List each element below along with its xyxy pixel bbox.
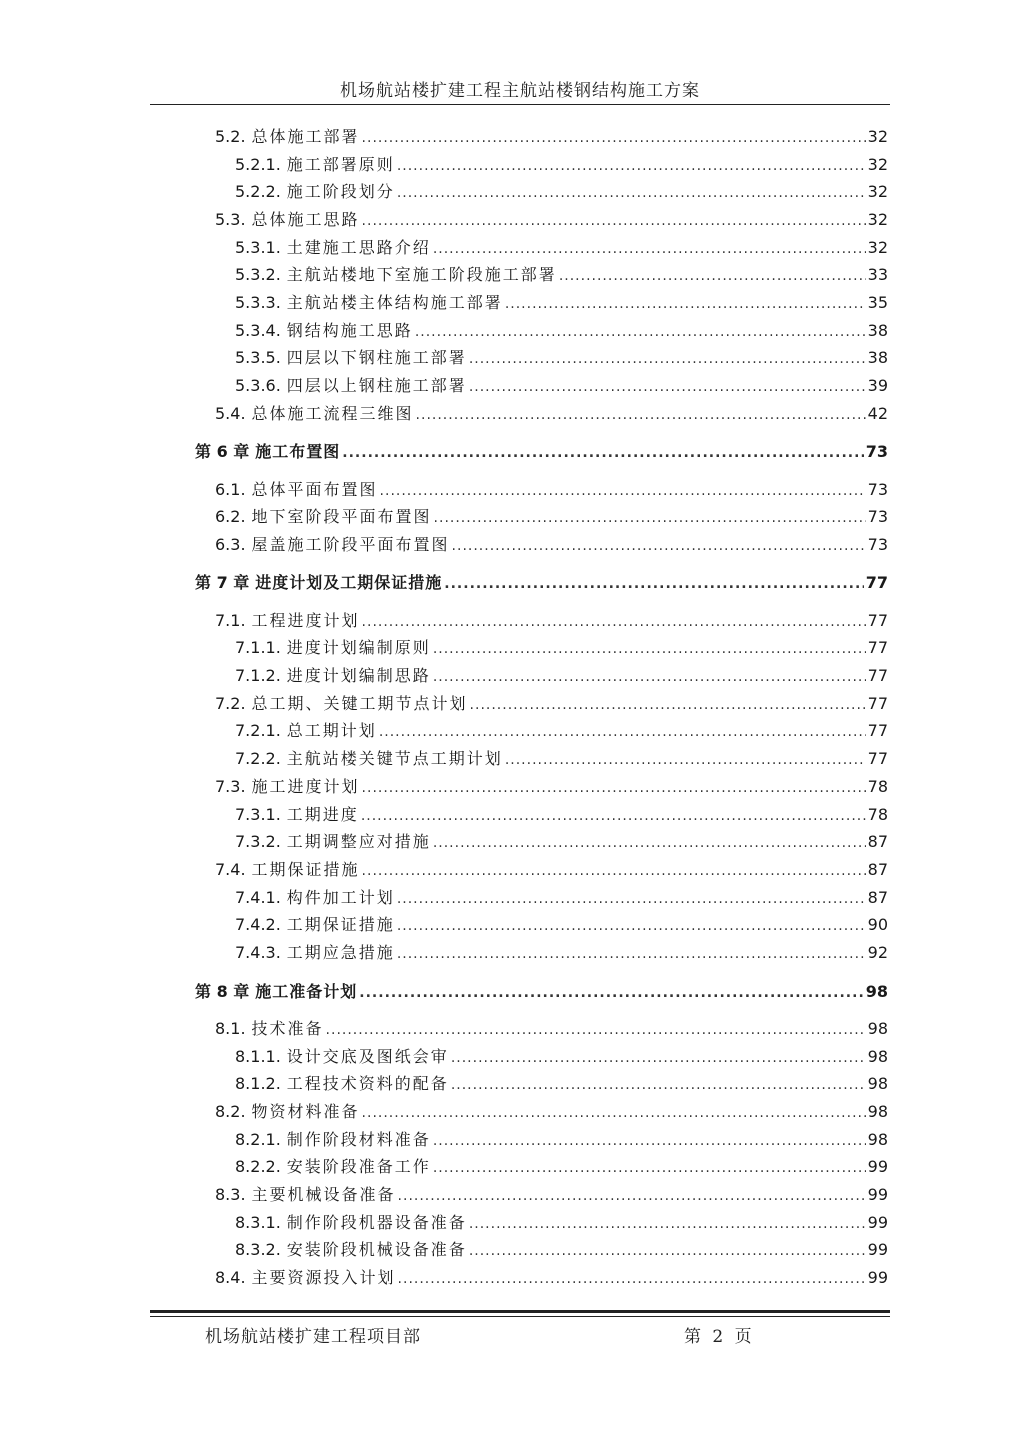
toc-entry-number: 6.2.: [215, 507, 246, 526]
toc-leader-dots: [361, 808, 866, 824]
toc-entry-label: [235, 718, 377, 741]
header-rule: [150, 104, 890, 105]
toc-entry-title: 工期应急措施: [286, 943, 395, 962]
toc-entry-level-3[interactable]: [235, 1154, 888, 1178]
toc-entry-label: [235, 1044, 449, 1067]
toc-entry-label: [215, 477, 378, 500]
toc-entry-level-2[interactable]: [215, 1265, 888, 1289]
toc-entry-title: 工期保证措施: [286, 915, 395, 934]
toc-entry-number: 8.1.2.: [235, 1074, 281, 1093]
toc-entry-title: 主要机械设备准备: [251, 1185, 396, 1204]
toc-leader-dots: [469, 351, 866, 367]
toc-leader-dots: [362, 780, 866, 796]
toc-entry-page: 77: [867, 721, 888, 740]
toc-entry-number: 7.2.: [215, 694, 246, 713]
toc-entry-level-3[interactable]: [235, 235, 888, 259]
toc-entry-label: [215, 1182, 396, 1205]
toc-entry-level-2[interactable]: [215, 401, 888, 425]
toc-entry-level-3[interactable]: [235, 262, 888, 286]
toc-leader-dots: [444, 576, 863, 592]
footer-rule-thin: [150, 1316, 890, 1317]
toc-entry-number: 5.2.: [215, 127, 246, 146]
toc-entry-label: [215, 691, 468, 714]
footer-page-number: 第 2 页: [684, 1327, 752, 1347]
toc-entry-title: 总体施工流程三维图: [251, 404, 414, 423]
toc-entry-title: 屋盖施工阶段平面布置图: [251, 535, 450, 554]
toc-entry-page: 87: [867, 860, 888, 879]
toc-entry-page: 77: [867, 666, 888, 685]
toc-leader-dots: [362, 213, 866, 229]
toc-entry-level-2[interactable]: [215, 857, 888, 881]
toc-entry-page: 90: [867, 915, 888, 934]
toc-entry-number: 5.2.1.: [235, 155, 281, 174]
toc-entry-number: 7.1.: [215, 611, 246, 630]
toc-entry-title: 四层以下钢柱施工部署: [286, 348, 467, 367]
toc-leader-dots: [469, 1216, 866, 1232]
footer-organization: 机场航站楼扩建工程项目部: [205, 1327, 421, 1347]
toc-entry-title: 工期保证措施: [251, 860, 360, 879]
toc-entry-number: 6.3.: [215, 535, 246, 554]
toc-entry-title: 总体平面布置图: [251, 480, 378, 499]
toc-entry-level-3[interactable]: [235, 746, 888, 770]
toc-entry-title: 工程技术资料的配备: [286, 1074, 449, 1093]
toc-entry-page: 98: [867, 1074, 888, 1093]
toc-entry-label: [215, 608, 360, 631]
toc-entry-number: 7.4.2.: [235, 915, 281, 934]
toc-entry-title: 制作阶段材料准备: [286, 1130, 431, 1149]
toc-entry-label: [235, 802, 359, 825]
toc-entry-label: [235, 179, 395, 202]
toc-entry-title: 进度计划编制原则: [286, 638, 431, 657]
toc-entry-page: 99: [867, 1185, 888, 1204]
toc-entry-label: [235, 1127, 431, 1150]
toc-leader-dots: [359, 985, 863, 1001]
toc-entry-label: [235, 262, 557, 285]
toc-entry-number: 5.4.: [215, 404, 246, 423]
toc-entry-title: 安装阶段机械设备准备: [286, 1240, 467, 1259]
toc-entry-number: 5.3.6.: [235, 376, 281, 395]
toc-entry-level-3[interactable]: [235, 318, 888, 342]
toc-leader-dots: [505, 752, 866, 768]
toc-entry-title: 构件加工计划: [286, 888, 395, 907]
toc-entry-page: 98: [865, 982, 888, 1001]
toc-entry-level-1[interactable]: [195, 439, 888, 463]
toc-entry-label: [235, 746, 503, 769]
toc-entry-label: [215, 1265, 396, 1288]
toc-entry-level-3[interactable]: [235, 1044, 888, 1068]
toc-entry-page: 99: [867, 1268, 888, 1287]
toc-entry-label: [235, 635, 431, 658]
toc-entry-level-2[interactable]: [215, 532, 888, 556]
toc-entry-title: 总体施工部署: [251, 127, 360, 146]
toc-entry-label: [195, 979, 357, 1002]
toc-entry-page: 98: [867, 1047, 888, 1066]
toc-entry-number: 第 7 章: [195, 573, 250, 592]
toc-entry-title: 主航站楼地下室施工阶段施工部署: [286, 265, 557, 284]
toc-entry-number: 8.3.1.: [235, 1213, 281, 1232]
toc-entry-label: [235, 290, 503, 313]
toc-entry-page: 73: [867, 507, 888, 526]
toc-entry-number: 7.3.2.: [235, 832, 281, 851]
toc-entry-title: 进度计划编制思路: [286, 666, 431, 685]
toc-entry-number: 5.3.1.: [235, 238, 281, 257]
toc-entry-title: 施工阶段划分: [286, 182, 395, 201]
toc-entry-number: 7.2.2.: [235, 749, 281, 768]
toc-entry-page: 99: [867, 1240, 888, 1259]
toc-entry-title: 钢结构施工思路: [286, 321, 413, 340]
toc-entry-label: [235, 912, 395, 935]
toc-entry-level-1[interactable]: [195, 570, 888, 594]
toc-entry-level-2[interactable]: [215, 691, 888, 715]
toc-leader-dots: [433, 1160, 866, 1176]
toc-entry-level-3[interactable]: [235, 912, 888, 936]
toc-entry-number: 7.4.3.: [235, 943, 281, 962]
toc-leader-dots: [397, 185, 866, 201]
toc-entry-label: [215, 1016, 324, 1039]
toc-leader-dots: [397, 918, 866, 934]
toc-entry-page: 32: [867, 210, 888, 229]
toc-entry-label: [195, 570, 442, 593]
toc-entry-level-1[interactable]: [195, 979, 888, 1003]
toc-entry-title: 地下室阶段平面布置图: [251, 507, 432, 526]
toc-entry-title: 四层以上钢柱施工部署: [286, 376, 467, 395]
toc-entry-page: 87: [867, 832, 888, 851]
toc-entry-page: 77: [867, 694, 888, 713]
toc-entry-number: 7.1.2.: [235, 666, 281, 685]
toc-entry-page: 78: [867, 805, 888, 824]
toc-leader-dots: [452, 538, 866, 554]
toc-entry-title: 施工部署原则: [286, 155, 395, 174]
toc-leader-dots: [415, 324, 866, 340]
toc-entry-page: 98: [867, 1019, 888, 1038]
toc-leader-dots: [433, 669, 866, 685]
toc-leader-dots: [398, 1188, 866, 1204]
toc-entry-number: 7.4.: [215, 860, 246, 879]
toc-leader-dots: [397, 946, 866, 962]
toc-leader-dots: [397, 158, 866, 174]
toc-entry-label: [235, 235, 431, 258]
toc-leader-dots: [342, 445, 863, 461]
toc-entry-number: 7.1.1.: [235, 638, 281, 657]
toc-entry-page: 99: [867, 1157, 888, 1176]
toc-entry-level-2[interactable]: [215, 1182, 888, 1206]
toc-entry-title: 安装阶段准备工作: [286, 1157, 431, 1176]
toc-entry-label: [215, 774, 360, 797]
toc-leader-dots: [451, 1050, 866, 1066]
toc-entry-page: 32: [867, 238, 888, 257]
toc-leader-dots: [416, 407, 866, 423]
toc-entry-level-3[interactable]: [235, 1071, 888, 1095]
toc-entry-number: 8.4.: [215, 1268, 246, 1287]
toc-entry-level-3[interactable]: [235, 802, 888, 826]
toc-leader-dots: [433, 1133, 866, 1149]
toc-entry-number: 5.3.5.: [235, 348, 281, 367]
toc-entry-label: [215, 532, 450, 555]
toc-entry-label: [215, 1099, 360, 1122]
toc-entry-title: 总体施工思路: [251, 210, 360, 229]
footer-rule-thick: [150, 1310, 890, 1313]
toc-entry-label: [235, 152, 395, 175]
toc-leader-dots: [469, 1243, 866, 1259]
toc-entry-title: 总工期计划: [286, 721, 377, 740]
toc-entry-number: 8.2.: [215, 1102, 246, 1121]
toc-leader-dots: [362, 130, 866, 146]
toc-entry-level-3[interactable]: [235, 940, 888, 964]
toc-entry-page: 77: [867, 749, 888, 768]
toc-entry-level-3[interactable]: [235, 663, 888, 687]
toc-entry-page: 73: [867, 535, 888, 554]
toc-entry-number: 8.3.: [215, 1185, 246, 1204]
toc-entry-page: 77: [867, 638, 888, 657]
toc-entry-level-3[interactable]: [235, 345, 888, 369]
toc-entry-title: 工期调整应对措施: [286, 832, 431, 851]
toc-entry-level-3[interactable]: [235, 635, 888, 659]
toc-entry-number: 8.2.2.: [235, 1157, 281, 1176]
toc-entry-label: [235, 1237, 467, 1260]
toc-leader-dots: [505, 296, 866, 312]
toc-entry-level-2[interactable]: [215, 1016, 888, 1040]
toc-entry-label: [235, 373, 467, 396]
toc-entry-level-3[interactable]: [235, 152, 888, 176]
toc-entry-number: 7.3.: [215, 777, 246, 796]
toc-entry-number: 5.3.2.: [235, 265, 281, 284]
toc-entry-label: [215, 504, 432, 527]
toc-entry-number: 5.3.4.: [235, 321, 281, 340]
toc-entry-page: 38: [867, 321, 888, 340]
toc-entry-label: [235, 940, 395, 963]
toc-leader-dots: [470, 697, 866, 713]
toc-entry-page: 99: [867, 1213, 888, 1232]
toc-leader-dots: [380, 483, 866, 499]
toc-entry-level-3[interactable]: [235, 885, 888, 909]
toc-entry-label: [235, 1154, 431, 1177]
toc-leader-dots: [398, 1271, 866, 1287]
toc-entry-page: 42: [867, 404, 888, 423]
toc-entry-number: 5.3.: [215, 210, 246, 229]
toc-entry-title: 设计交底及图纸会审: [286, 1047, 449, 1066]
toc-entry-level-3[interactable]: [235, 290, 888, 314]
toc-entry-title: 技术准备: [251, 1019, 324, 1038]
toc-entry-page: 98: [867, 1102, 888, 1121]
toc-entry-number: 8.1.: [215, 1019, 246, 1038]
toc-entry-page: 32: [867, 182, 888, 201]
toc-leader-dots: [397, 891, 866, 907]
toc-entry-label: [235, 885, 395, 908]
toc-entry-number: 7.4.1.: [235, 888, 281, 907]
toc-entry-level-3[interactable]: [235, 718, 888, 742]
toc-entry-page: 77: [867, 611, 888, 630]
toc-entry-level-3[interactable]: [235, 1210, 888, 1234]
toc-entry-level-2[interactable]: [215, 207, 888, 231]
toc-entry-title: 主航站楼关键节点工期计划: [286, 749, 503, 768]
toc-entry-page: 87: [867, 888, 888, 907]
toc-entry-number: 5.3.3.: [235, 293, 281, 312]
toc-leader-dots: [362, 614, 866, 630]
toc-entry-level-2[interactable]: [215, 608, 888, 632]
toc-leader-dots: [379, 724, 866, 740]
toc-entry-label: [235, 663, 431, 686]
toc-entry-label: [215, 124, 360, 147]
toc-entry-title: 主要资源投入计划: [251, 1268, 396, 1287]
toc-leader-dots: [469, 379, 866, 395]
toc-entry-page: 98: [867, 1130, 888, 1149]
page-header-title: 机场航站楼扩建工程主航站楼钢结构施工方案: [340, 81, 700, 101]
toc-entry-title: 工程进度计划: [251, 611, 360, 630]
toc-entry-title: 主航站楼主体结构施工部署: [286, 293, 503, 312]
toc-entry-page: 77: [865, 573, 888, 592]
toc-entry-number: 7.3.1.: [235, 805, 281, 824]
toc-entry-page: 39: [867, 376, 888, 395]
toc-leader-dots: [433, 641, 866, 657]
toc-entry-label: [215, 207, 360, 230]
toc-leader-dots: [433, 241, 866, 257]
toc-entry-page: 32: [867, 155, 888, 174]
toc-entry-title: 土建施工思路介绍: [286, 238, 431, 257]
toc-leader-dots: [326, 1022, 866, 1038]
toc-entry-title: 工期进度: [286, 805, 359, 824]
toc-entry-label: [235, 829, 431, 852]
toc-entry-level-2[interactable]: [215, 504, 888, 528]
toc-entry-label: [215, 857, 360, 880]
toc-entry-page: 32: [867, 127, 888, 146]
toc-entry-page: 73: [867, 480, 888, 499]
toc-entry-number: 6.1.: [215, 480, 246, 499]
toc-entry-page: 33: [867, 265, 888, 284]
toc-leader-dots: [362, 863, 866, 879]
toc-entry-level-2[interactable]: [215, 477, 888, 501]
toc-entry-page: 78: [867, 777, 888, 796]
toc-entry-title: 物资材料准备: [251, 1102, 360, 1121]
toc-entry-title: 施工进度计划: [251, 777, 360, 796]
toc-entry-title: 总工期、关键工期节点计划: [251, 694, 468, 713]
toc-entry-title: 进度计划及工期保证措施: [255, 573, 443, 592]
toc-leader-dots: [559, 268, 866, 284]
toc-entry-label: [235, 1071, 449, 1094]
toc-entry-page: 73: [865, 442, 888, 461]
toc-entry-level-3[interactable]: [235, 1127, 888, 1151]
toc-leader-dots: [433, 835, 866, 851]
toc-entry-page: 92: [867, 943, 888, 962]
toc-entry-label: [215, 401, 414, 424]
toc-entry-label: [235, 345, 467, 368]
toc-entry-number: 第 6 章: [195, 442, 250, 461]
toc-entry-label: [235, 1210, 467, 1233]
toc-entry-number: 5.2.2.: [235, 182, 281, 201]
toc-entry-level-3[interactable]: [235, 179, 888, 203]
toc-entry-level-3[interactable]: [235, 829, 888, 853]
toc-entry-label: [235, 318, 413, 341]
toc-entry-level-3[interactable]: [235, 1237, 888, 1261]
toc-leader-dots: [434, 510, 866, 526]
toc-entry-page: 35: [867, 293, 888, 312]
toc-entry-level-2[interactable]: [215, 124, 888, 148]
toc-entry-number: 第 8 章: [195, 982, 250, 1001]
toc-entry-level-2[interactable]: [215, 774, 888, 798]
toc-entry-page: 38: [867, 348, 888, 367]
toc-entry-level-3[interactable]: [235, 373, 888, 397]
toc-entry-title: 施工布置图: [255, 442, 341, 461]
toc-entry-number: 8.3.2.: [235, 1240, 281, 1259]
toc-leader-dots: [451, 1077, 866, 1093]
toc-entry-number: 7.2.1.: [235, 721, 281, 740]
toc-entry-number: 8.1.1.: [235, 1047, 281, 1066]
toc-leader-dots: [362, 1105, 866, 1121]
toc-entry-number: 8.2.1.: [235, 1130, 281, 1149]
toc-entry-title: 施工准备计划: [255, 982, 358, 1001]
toc-entry-level-2[interactable]: [215, 1099, 888, 1123]
toc-entry-label: [195, 439, 340, 462]
toc-entry-title: 制作阶段机器设备准备: [286, 1213, 467, 1232]
